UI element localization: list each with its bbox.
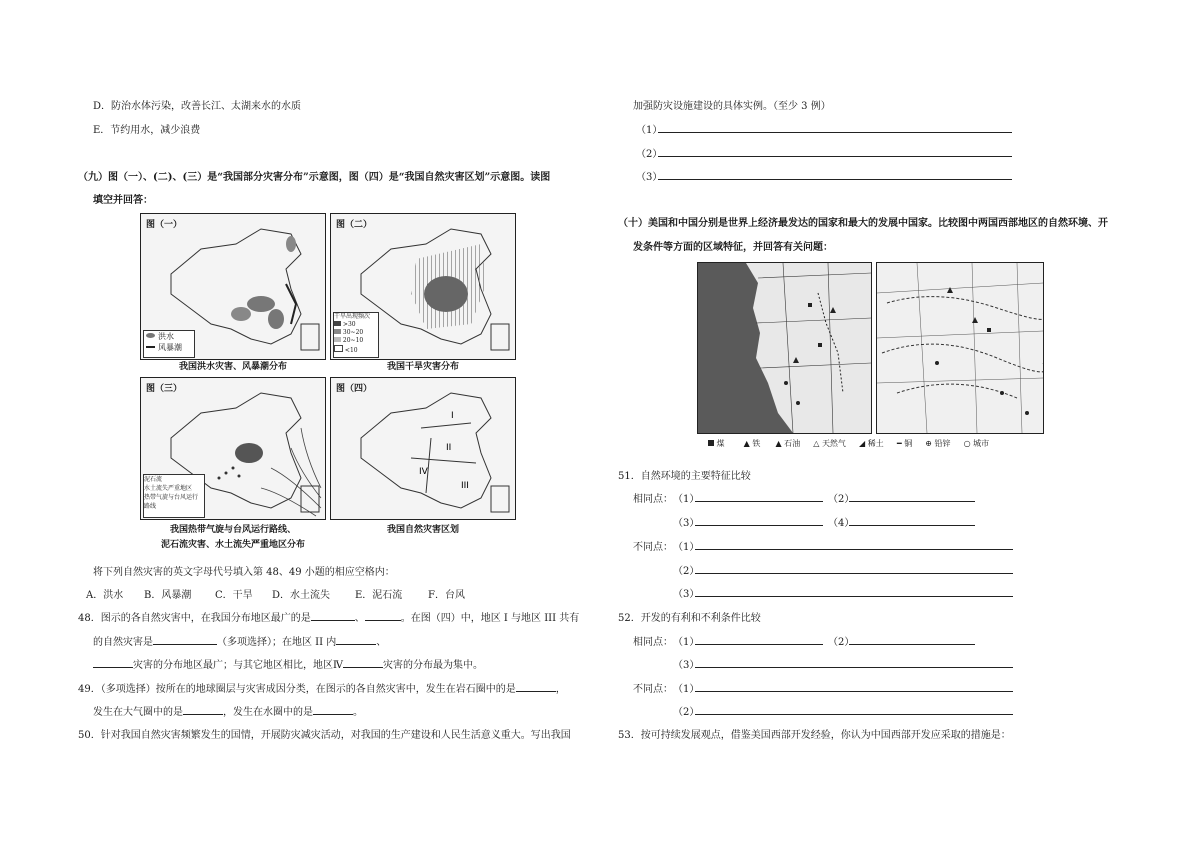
q50-answer-line-3[interactable] (658, 179, 1012, 180)
q52-same-line-3[interactable] (695, 667, 1013, 668)
q51-same-label: 相同点： (633, 494, 673, 505)
map-typhoon-debris (140, 377, 326, 520)
q51-diff-line-3[interactable] (695, 596, 1013, 597)
q51-diff-2: （2） (673, 566, 700, 577)
choice-a: A．洪水 (86, 590, 124, 601)
map3-title: 图（三） (146, 384, 183, 394)
q50-answer-line-1[interactable] (658, 132, 1012, 133)
legend-debris: 泥石流 (144, 476, 163, 483)
map-china-west (876, 262, 1044, 434)
q50-item-1: （1） (636, 125, 663, 136)
map3-caption-1: 我国热带气旋与台风运行路线、 (169, 525, 296, 535)
map-disaster-zoning (330, 377, 516, 520)
zone-label-4: IV (419, 467, 428, 477)
rare-earth-icon: ◢ (859, 439, 866, 448)
iron-icon: ▲ (743, 439, 750, 448)
q51-same-line-2[interactable] (849, 501, 975, 502)
q52-same-1: （1） (673, 637, 700, 648)
copper-icon: ━ (896, 439, 902, 448)
q48-blank-6[interactable] (343, 656, 383, 668)
map4-title: 图（四） (336, 384, 373, 394)
legend-iron: 铁 (752, 439, 761, 448)
city-icon: ○ (963, 439, 971, 448)
lead-zinc-icon: ⊕ (925, 439, 932, 448)
legend-erosion: 水土流失严重地区 (144, 485, 193, 492)
resource-legend (708, 438, 989, 449)
q51-same-1: （1） (673, 494, 700, 505)
q50-item-2: （2） (636, 149, 663, 160)
legend-typhoon: 热带气旋与台风运行路线 (144, 494, 199, 510)
q52-diff-line-1[interactable] (695, 691, 1013, 692)
q51-diff-label: 不同点： (633, 542, 673, 553)
map4-caption: 我国自然灾害区划 (386, 525, 459, 535)
map1-caption: 我国洪水灾害、风暴潮分布 (178, 362, 287, 372)
legend-gas: 天然气 (821, 439, 846, 448)
oil-icon: ▲ (775, 439, 782, 448)
q48-text-g: 灾害的分布地区最广；与其它地区相比，地区Ⅳ (133, 660, 343, 671)
legend-drought-3: 20~10 (342, 337, 364, 344)
q48-blank-5[interactable] (93, 656, 133, 668)
zone-label-1: I (451, 411, 454, 421)
q52-same-2: （2） (828, 637, 855, 648)
legend-city: 城市 (973, 439, 990, 448)
q49-blank-2[interactable] (183, 703, 223, 715)
zone-label-2: II (446, 443, 452, 453)
q53: 53．按可持续发展观点，借鉴美国西部开发经验，你认为中国西部开发应采取的措施是： (618, 730, 1011, 741)
coal-icon (708, 440, 714, 446)
q52-diff-2: （2） (673, 707, 700, 718)
q10-intro-line1: （十）美国和中国分别是世界上经济最发达的国家和最大的发展中国家。比较图中两国西部地区的自然环境、开 (618, 218, 1108, 229)
q51-diff-3: （3） (673, 589, 700, 600)
q51-diff-line-2[interactable] (695, 573, 1013, 574)
legend-oil: 石油 (784, 439, 801, 448)
q48-line2 (93, 633, 386, 648)
q48-text-d: 的自然灾害是 (93, 637, 153, 648)
legend-drought-1: >30 (342, 321, 356, 328)
q48-line3 (93, 656, 483, 671)
q51-same-4: （4） (828, 518, 855, 529)
q51-diff-line-1[interactable] (695, 549, 1013, 550)
map-flood-storm-surge (140, 213, 326, 360)
q49-text-d: ，发生在水圈中的是 (223, 707, 313, 718)
q48-text-c: 。在图（四）中，地区 I 与地区 III 共有 (400, 613, 580, 624)
q51-title: 51．自然环境的主要特征比较 (618, 471, 751, 482)
q48-blank-3[interactable] (153, 633, 217, 645)
q50-item-3: （3） (636, 172, 663, 183)
legend-drought-2: 30~20 (342, 329, 364, 336)
q48-text-h: 灾害的分布最为集中。 (383, 660, 483, 671)
q48-text-a: 48．图示的各自然灾害中，在我国分布地区最广的是 (78, 613, 311, 624)
q9-intro-line2: 填空并回答： (93, 195, 153, 206)
china-outline-map4 (331, 378, 515, 519)
q49-text-e: 。 (353, 707, 363, 718)
q52-diff-line-2[interactable] (695, 714, 1013, 715)
q48-text-e: （多项选择）；在地区 II 内 (217, 637, 337, 648)
q9-intro-line1: （九）图（一）、(二)、(三）是“我国部分灾害分布”示意图，图（四）是“我国自然灾害区划”示意图。读图 (78, 172, 551, 183)
q48-line1 (78, 609, 579, 624)
map2-caption: 我国干旱灾害分布 (386, 362, 459, 372)
q51-same-line-4[interactable] (849, 525, 975, 526)
legend-drought-4: <10 (344, 347, 358, 354)
q49-line1 (78, 680, 566, 695)
q48-text-f: 、 (376, 637, 387, 648)
fill-instruction: 将下列自然灾害的英文字母代号填入第 48、49 小题的相应空格内： (93, 567, 395, 578)
q51-same-2: （2） (828, 494, 855, 505)
legend-copper: 铜 (904, 439, 913, 448)
choice-f: F．台风 (428, 590, 465, 601)
zone-label-3: III (461, 481, 469, 491)
q49-text-c: 发生在大气圈中的是 (93, 707, 183, 718)
gas-icon: △ (813, 439, 820, 448)
q49-blank-1[interactable] (516, 680, 556, 692)
map3-legend (143, 474, 205, 518)
q52-diff-1: （1） (673, 684, 700, 695)
map-drought (330, 213, 516, 360)
q52-same-line-1[interactable] (695, 644, 823, 645)
q52-same-3: （3） (673, 660, 700, 671)
q51-same-line-1[interactable] (695, 501, 823, 502)
legend-coal: 煤 (716, 439, 725, 448)
legend-flood: 洪水 (158, 332, 174, 341)
q10-intro-line2: 发条件等方面的区域特征，并回答有关问题： (633, 242, 833, 253)
q48-blank-4[interactable] (336, 633, 376, 645)
q50-continued: 加强防灾设施建设的具体实例。（至少 3 例） (633, 101, 831, 112)
q52-title: 52．开发的有利和不利条件比较 (618, 613, 761, 624)
option-e: E．节约用水，减少浪费 (93, 125, 201, 136)
china-west-terrain (877, 263, 1043, 433)
choice-d: D．水土流失 (272, 590, 331, 601)
q48-blank-2[interactable] (365, 609, 401, 621)
choice-e: E．泥石流 (355, 590, 403, 601)
q49-blank-3[interactable] (313, 703, 353, 715)
map2-legend (333, 312, 379, 358)
q49-text-b: ， (555, 684, 566, 695)
choice-c: C．干旱 (215, 590, 253, 601)
option-d: D．防治水体污染，改善长江、太湖来水的水质 (93, 101, 302, 112)
map1-legend (143, 330, 195, 358)
legend-rare-earth: 稀土 (867, 439, 884, 448)
q50-answer-line-2[interactable] (658, 156, 1012, 157)
legend-storm: 风暴潮 (158, 343, 182, 352)
map-us-west (697, 262, 872, 434)
q51-diff-1: （1） (673, 542, 700, 553)
legend-lead-zinc: 铅锌 (934, 439, 951, 448)
legend-drought-header: 干旱出现频次 (334, 313, 371, 320)
q52-same-line-2[interactable] (849, 644, 975, 645)
q52-same-label: 相同点： (633, 637, 673, 648)
q48-text-b: 、 (354, 613, 365, 624)
q49-line2 (93, 703, 363, 718)
us-west-terrain (698, 263, 871, 433)
q51-same-line-3[interactable] (695, 525, 823, 526)
map1-title: 图（一） (146, 220, 183, 230)
q50: 50．针对我国自然灾害频繁发生的国情，开展防灾减灾活动，对我国的生产建设和人民生活意义重大。写出我国 (78, 730, 571, 741)
q51-same-3: （3） (673, 518, 700, 529)
q48-blank-1[interactable] (311, 609, 355, 621)
map3-caption-2: 泥石流灾害、水土流失严重地区分布 (160, 540, 305, 550)
map2-title: 图（二） (336, 220, 373, 230)
q52-diff-label: 不同点： (633, 684, 673, 695)
q49-text-a: 49．（多项选择）按所在的地球圈层与灾害成因分类，在图示的各自然灾害中，发生在岩石圈中的是 (78, 684, 516, 695)
choice-b: B．风暴潮 (144, 590, 192, 601)
